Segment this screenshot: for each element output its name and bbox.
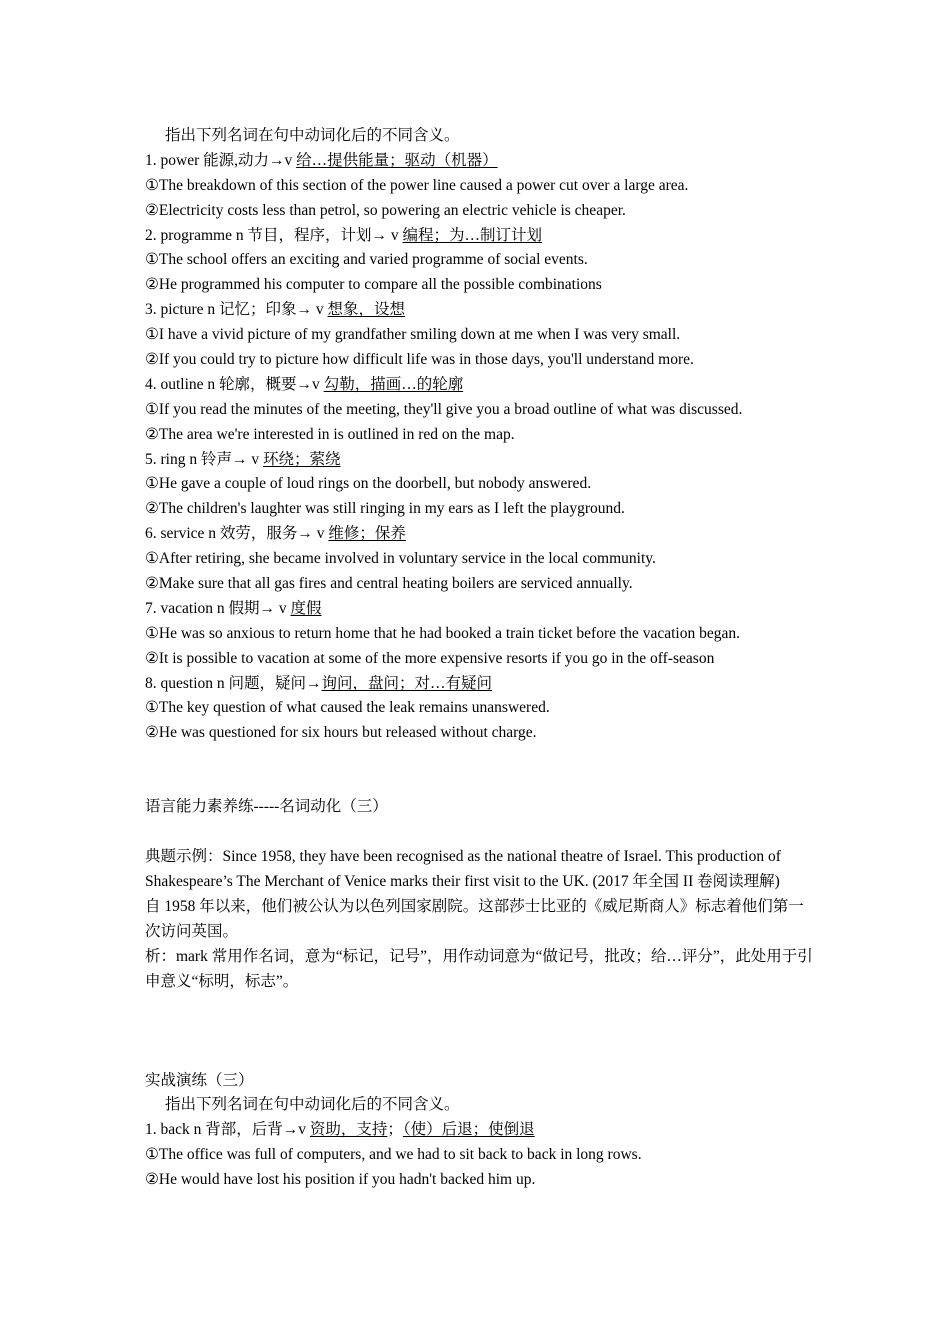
vocab-item-power [145, 149, 815, 174]
example-sentence: ①He was so anxious to return home that he had booked a train ticket before the vacation began. [145, 624, 740, 642]
item-head: 6. service n 效劳，服务→ v [145, 525, 329, 543]
item-answer: 维修；保养 [328, 525, 406, 543]
example-sentence: ①The office was full of computers, and we had to sit back to back in long rows. [145, 1146, 642, 1164]
example-sentence: ①If you read the minutes of the meeting, they'll give you a broad outline of what was discussed. [145, 400, 743, 418]
item-answer: 给…提供能量；驱动（机器） [296, 151, 498, 169]
item-answer: 编程；为…制订计划 [402, 226, 542, 244]
translation-paragraph: 自 1958 年以来，他们被公认为以色列国家剧院。这部莎士比亚的《威尼斯商人》标志着他们第一次访问英国。 [145, 897, 804, 940]
example-sentence: ②Electricity costs less than petrol, so powering an electric vehicle is cheaper. [145, 201, 626, 219]
item-head: 1. power 能源,动力→v [145, 151, 297, 169]
item-answer: 环绕；萦绕 [262, 450, 341, 468]
vocab-item-picture [145, 298, 815, 323]
item-answer: 度假 [290, 599, 322, 617]
item-head: 7. vacation n 假期→ v [145, 599, 291, 617]
item-head: 3. picture n 记忆；印象→ v [145, 301, 328, 319]
example-sentence: ②He would have lost his position if you hadn't backed him up. [145, 1171, 536, 1189]
example-paragraph: 典题示例：Since 1958, they have been recognised as the national theatre of Israel. This production of Shakespeare’s The Merchant of Venice marks their first visit to the UK. (2017 年全国 II 卷阅读理解) [145, 848, 781, 891]
item-head: 8. question n 问题，疑问→ [145, 674, 322, 692]
example-sentence: ②It is possible to vacation at some of the more expensive resorts if you go in the off-season [145, 649, 715, 667]
document-page [145, 124, 815, 1193]
example-sentence: ②Make sure that all gas fires and central heating boilers are serviced annually. [145, 575, 633, 593]
example-sentence: ①He gave a couple of loud rings on the doorbell, but nobody answered. [145, 475, 592, 493]
item-head: 4. outline n 轮廓，概要→v [145, 375, 324, 393]
vocab-item-question [145, 672, 815, 697]
vocab-item-programme [145, 224, 815, 249]
item-separator: ； [387, 1121, 403, 1139]
item-head: 2. programme n 节目，程序，计划→ v [145, 226, 403, 244]
example-sentence: ②The children's laughter was still ringing in my ears as I left the playground. [145, 500, 625, 518]
practice-title: 实战演练（三） [145, 1071, 254, 1089]
vocab-item-vacation [145, 597, 815, 622]
example-sentence: ①After retiring, she became involved in voluntary service in the local community. [145, 550, 656, 568]
item-answer: 资助，支持 [309, 1121, 388, 1139]
section-title: 语言能力素养练-----名词动化（三） [145, 798, 388, 816]
item-answer: 想象，设想 [327, 301, 406, 319]
vocab-item-service [145, 522, 815, 547]
item-head: 5. ring n 铃声→ v [145, 450, 263, 468]
item-head: 1. back n 背部，后背→v [145, 1121, 310, 1139]
example-sentence: ②If you could try to picture how difficult life was in those days, you'll understand more. [145, 351, 694, 369]
item-answer: 询问，盘问；对…有疑问 [321, 674, 493, 692]
instruction-text: 指出下列名词在句中动词化后的不同含义。 [165, 127, 460, 144]
example-sentence: ②He was questioned for six hours but released without charge. [145, 724, 537, 742]
example-sentence: ①The school offers an exciting and varied programme of social events. [145, 251, 588, 269]
vocab-item-ring [145, 448, 815, 473]
item-answer: （使）后退；使倒退 [402, 1121, 535, 1139]
example-sentence: ②He programmed his computer to compare all the possible combinations [145, 276, 602, 294]
item-answer: 勾勒，描画…的轮廓 [323, 375, 464, 393]
example-sentence: ①I have a vivid picture of my grandfather smiling down at me when I was very small. [145, 326, 681, 344]
analysis-paragraph: 析：mark 常用作名词，意为“标记，记号”，用作动词意为“做记号，批改；给…评分”，此处用于引申意义“标明，标志”。 [145, 947, 813, 990]
vocab-item-outline [145, 373, 815, 398]
example-sentence: ①The key question of what caused the leak remains unanswered. [145, 699, 550, 717]
instruction-text: 指出下列名词在句中动词化后的不同含义。 [165, 1096, 460, 1114]
example-sentence: ②The area we're interested in is outlined in red on the map. [145, 425, 515, 443]
example-sentence: ①The breakdown of this section of the power line caused a power cut over a large area. [145, 176, 689, 194]
vocab-item-back [145, 1118, 815, 1143]
